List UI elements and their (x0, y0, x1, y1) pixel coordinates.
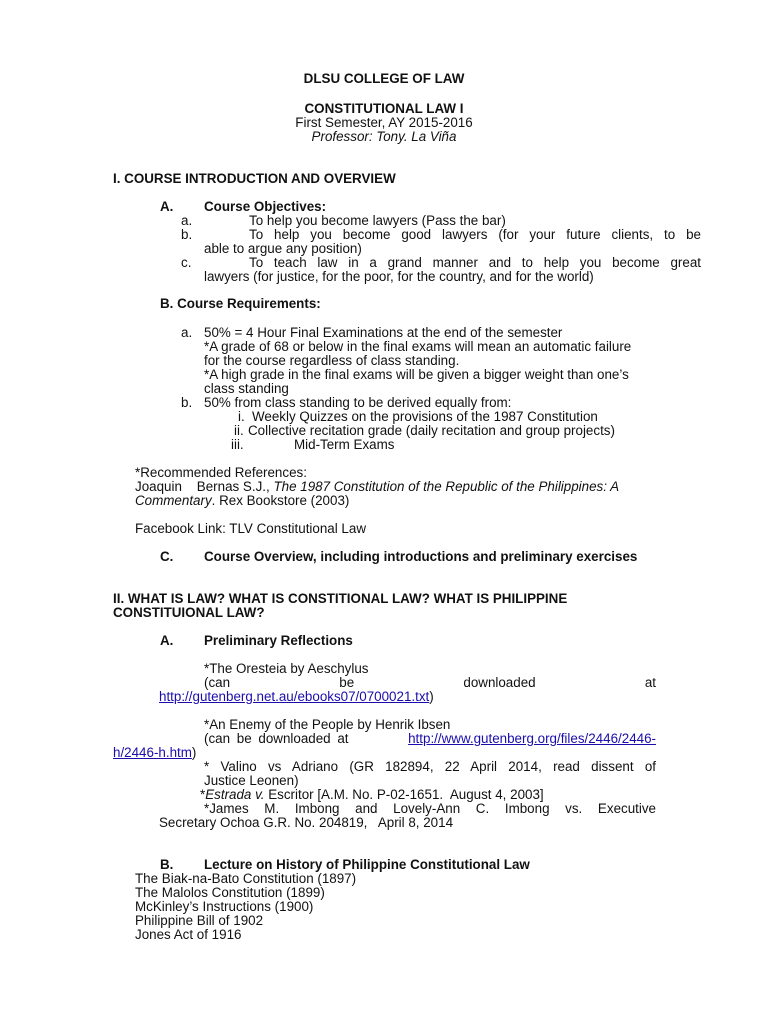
imbong-case-cont: Secretary Ochoa G.R. No. 204819, April 8, 2014 (159, 815, 454, 830)
requirement-b-i-text: Weekly Quizzes on the provisions of the 1987 Constitution (252, 409, 598, 424)
estrada-star: * (200, 787, 206, 802)
requirement-b-ii-num: ii. (234, 423, 244, 438)
requirement-a-note1-cont: for the course regardless of class standing. (204, 353, 460, 368)
enemy-link-cont[interactable]: h/2446-h.htm (113, 745, 192, 760)
oresteia-link[interactable]: http://gutenberg.net.au/ebooks07/0700021.txt (159, 689, 430, 704)
reference-book-title: The 1987 Constitution of the Republic of the Philippines: A (273, 479, 620, 494)
oresteia-title: *The Oresteia by Aeschylus (204, 661, 369, 676)
requirement-b-ii-text: Collective recitation grade (daily recitation and group projects) (248, 423, 615, 438)
reference-author: Joaquin Bernas S.J., (135, 479, 274, 494)
objective-a-letter: a. (181, 213, 193, 228)
oresteia-word-2: be (339, 675, 355, 690)
oresteia-download-line (204, 675, 656, 690)
overview-letter: C. (160, 549, 174, 564)
requirement-a-note1: *A grade of 68 or below in the final exams will mean an automatic failure (204, 339, 632, 354)
history-item: McKinley’s Instructions (1900) (135, 899, 314, 914)
reflections-heading: Preliminary Reflections (204, 633, 353, 648)
objective-c-letter: c. (181, 255, 192, 270)
objectives-heading: Course Objectives: (204, 199, 327, 214)
section-2-heading: II. WHAT IS LAW? WHAT IS CONSTITIONAL LAW? WHAT IS PHILIPPINE (113, 591, 568, 606)
history-item: The Malolos Constitution (1899) (135, 885, 325, 900)
requirement-b-iii-num: iii. (231, 437, 244, 452)
objective-c-text-cont: lawyers (for justice, for the poor, for the country, and for the world) (204, 269, 594, 284)
history-item: Jones Act of 1916 (135, 927, 242, 942)
valino-case: * Valino vs Adriano (GR 182894, 22 April 2014, read dissent of (204, 759, 656, 774)
reference-line-1 (135, 479, 619, 494)
section-1-heading: I. COURSE INTRODUCTION AND OVERVIEW (113, 171, 396, 186)
oresteia-close-paren: ) (429, 689, 434, 704)
references-label: *Recommended References: (135, 465, 307, 480)
oresteia-word-4: at (644, 675, 656, 690)
requirement-b-letter: b. (181, 395, 193, 410)
objective-b-text: To help you become good lawyers (for your future clients, to be (249, 227, 701, 242)
requirement-a-note2: *A high grade in the final exams will be given a bigger weight than one’s (204, 367, 629, 382)
enemy-link[interactable]: http://www.gutenberg.org/files/2446/2446- (408, 731, 656, 746)
school-name: DLSU COLLEGE OF LAW (303, 71, 465, 86)
requirement-a-text: 50% = 4 Hour Final Examinations at the end of the semester (204, 325, 563, 340)
estrada-title: Estrada v. (205, 787, 265, 802)
reference-publisher: . Rex Bookstore (2003) (211, 493, 350, 508)
history-item: The Biak-na-Bato Constitution (1897) (135, 871, 357, 886)
requirement-a-letter: a. (181, 325, 193, 340)
reference-book-title-cont: Commentary (135, 493, 212, 508)
objective-a-text: To help you become lawyers (Pass the bar) (249, 213, 506, 228)
requirement-b-text: 50% from class standing to be derived equally from: (204, 395, 512, 410)
estrada-case (200, 787, 544, 802)
objective-b-text-cont: able to argue any position) (204, 241, 362, 256)
imbong-case: *James M. Imbong and Lovely-Ann C. Imbong vs. Executive (204, 801, 656, 816)
enemy-download-line (204, 731, 656, 746)
requirements-heading: B. Course Requirements: (160, 296, 321, 311)
oresteia-word-3: downloaded (463, 675, 536, 690)
enemy-download-prefix: (can be downloaded at (204, 731, 356, 746)
overview-heading: Course Overview, including introductions and preliminary exercises (204, 549, 638, 564)
history-heading: Lecture on History of Philippine Constitutional Law (204, 857, 530, 872)
facebook-link-text: Facebook Link: TLV Constitutional Law (135, 521, 366, 536)
semester-line: First Semester, AY 2015-2016 (295, 115, 473, 130)
history-letter: B. (160, 857, 174, 872)
reflections-letter: A. (160, 633, 174, 648)
requirement-a-note2-cont: class standing (204, 381, 289, 396)
requirement-b-i-num: i. (238, 409, 245, 424)
requirement-b-iii-text: Mid-Term Exams (294, 437, 395, 452)
oresteia-link-line (159, 689, 434, 704)
history-item: Philippine Bill of 1902 (135, 913, 264, 928)
enemy-title: *An Enemy of the People by Henrik Ibsen (204, 717, 451, 732)
objectives-letter: A. (160, 199, 174, 214)
oresteia-word-1: (can (204, 675, 231, 690)
reference-line-2 (135, 493, 349, 508)
enemy-link-line-2 (113, 745, 196, 760)
course-title: CONSTITUTIONAL LAW I (304, 101, 464, 116)
valino-case-cont: Justice Leonen) (204, 773, 299, 788)
section-2-heading-cont: CONSTITUIONAL LAW? (113, 605, 265, 620)
objective-b-letter: b. (181, 227, 193, 242)
professor-line: Professor: Tony. La Viña (311, 129, 457, 144)
objective-c-text: To teach law in a grand manner and to help you become great (249, 255, 701, 270)
estrada-citation: Escritor [A.M. No. P-02-1651. August 4, 2003] (264, 787, 544, 802)
enemy-close-paren: ) (191, 745, 197, 760)
